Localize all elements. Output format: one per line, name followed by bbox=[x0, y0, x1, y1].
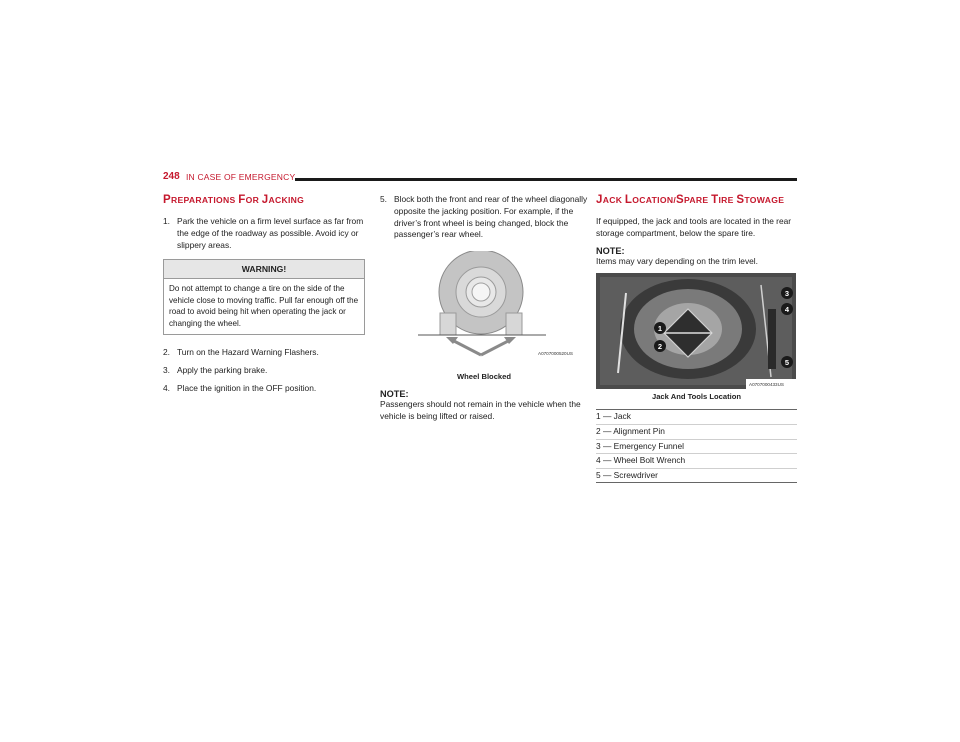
callout-2-marker: 2 bbox=[657, 342, 663, 352]
step-3: 3. Apply the parking brake. bbox=[163, 365, 268, 376]
callout-list bbox=[596, 409, 797, 483]
callout-item: 2 — Alignment Pin bbox=[596, 424, 797, 439]
note-label: NOTE: bbox=[380, 389, 409, 400]
callout-4-marker: 4 bbox=[784, 305, 790, 315]
jack-tools-photo bbox=[596, 273, 796, 389]
header-rule bbox=[295, 178, 797, 181]
page-header bbox=[163, 171, 797, 187]
note-text: Passengers should not remain in the vehicle when the vehicle is being lifted or raised. bbox=[380, 399, 581, 421]
figure-code: A0707000433US bbox=[749, 382, 784, 388]
section-title: IN CASE OF EMERGENCY bbox=[186, 172, 296, 182]
step-2: 2. Turn on the Hazard Warning Flashers. bbox=[163, 347, 319, 358]
callout-item: 5 — Screwdriver bbox=[596, 468, 797, 483]
callout-item: 1 — Jack bbox=[596, 409, 797, 424]
jack-intro-text: If equipped, the jack and tools are located in the rear storage compartment, below the spare tire. bbox=[596, 216, 792, 238]
warning-text: Do not attempt to change a tire on the side of the vehicle close to moving traffic. Pull far enough off the road to avoid being hit when operating the jack or changing the wheel. bbox=[169, 284, 359, 328]
figure-code: A0707000520US bbox=[538, 351, 573, 357]
step-1: 1. Park the vehicle on a firm level surface as far from the edge of the roadway as possible. Avoid icy or slippery areas. bbox=[163, 216, 364, 250]
column-preparations bbox=[163, 194, 371, 401]
warning-title: WARNING! bbox=[164, 260, 364, 279]
note-label: NOTE: bbox=[596, 245, 625, 256]
step-5: 5. Block both the front and rear of the wheel diagonally opposite the jacking position. For example, if the driver’s front wheel is being changed, block the passenger’s rear wheel. bbox=[380, 194, 588, 240]
callout-5-marker: 5 bbox=[784, 358, 790, 368]
column-wheel-blocking bbox=[380, 194, 588, 429]
callout-item: 3 — Emergency Funnel bbox=[596, 439, 797, 454]
heading-jack-location: JACK LOCATION/SPARE TIRE STOWAGE bbox=[596, 194, 785, 206]
figure-caption-jack-tools: Jack And Tools Location bbox=[651, 392, 742, 402]
callout-item: 4 — Wheel Bolt Wrench bbox=[596, 453, 797, 468]
warning-box bbox=[163, 259, 365, 335]
column-jack-location bbox=[596, 194, 797, 483]
step-4: 4. Place the ignition in the OFF position. bbox=[163, 382, 317, 393]
figure-caption-wheel-blocked: Wheel Blocked bbox=[456, 372, 511, 382]
heading-preparations-for-jacking: PREPARATIONS FOR JACKING bbox=[163, 194, 305, 206]
wheel-blocked-illustration bbox=[380, 251, 588, 369]
callout-3-marker: 3 bbox=[784, 289, 790, 299]
note-text: Items may vary depending on the trim level. bbox=[596, 255, 758, 266]
page-number: 248 bbox=[163, 171, 180, 182]
callout-1-marker: 1 bbox=[657, 324, 663, 334]
